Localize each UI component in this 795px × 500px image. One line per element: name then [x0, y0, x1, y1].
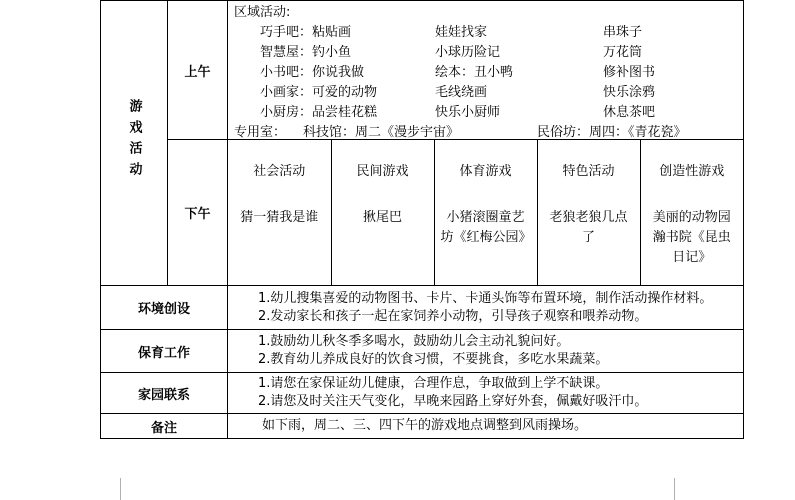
area-item: 休息茶吧	[603, 105, 656, 120]
care-line: 2.教育幼儿养成良好的饮食习惯，不要挑食，多吃水果蔬菜。	[258, 352, 609, 367]
afternoon-content	[228, 140, 744, 286]
page-corner-mark	[98, 478, 121, 500]
game-section-label	[101, 1, 168, 286]
area-item: 小厨房：品尝桂花糕	[260, 105, 378, 120]
afternoon-col-body: 小猪滚圈童艺坊《红梅公园》	[440, 210, 532, 245]
plan-table	[100, 0, 744, 439]
environment-line: 2.发动家长和孩子一起在家饲养小动物，引导孩子观察和喂养动物。	[258, 308, 648, 324]
afternoon-col-body: 猜一猜我是谁	[240, 210, 319, 225]
area-item: 智慧屋：钓小鱼	[260, 45, 352, 60]
environment-line: 1.幼儿搜集喜爱的动物图书、卡片、卡通头饰等布置环境，制作活动操作材料。	[258, 290, 713, 306]
afternoon-col-body: 老狼老狼几点了	[549, 210, 628, 245]
home-contact-line: 1.请您在家保证幼儿健康，合理作息，争取做到上学不缺课。	[258, 376, 609, 391]
area-title: 区域活动:	[234, 5, 291, 20]
area-item: 巧手吧：粘贴画	[260, 25, 352, 40]
page-corner-mark	[674, 478, 697, 500]
area-item: 小球历险记	[435, 45, 501, 60]
area-item: 娃娃找家	[435, 25, 488, 40]
afternoon-col	[228, 140, 331, 285]
care-line: 1.鼓励幼儿秋冬季多喝水，鼓励幼儿会主动礼貌问好。	[258, 334, 570, 349]
afternoon-col-body: 揪尾巴	[362, 210, 402, 225]
morning-content	[228, 1, 744, 140]
care-label: 保育工作	[101, 330, 228, 373]
home-contact-line: 2.请您及时关注天气变化，早晚来园路上穿好外套，佩戴好吸汗巾。	[258, 394, 648, 409]
environment-label: 环境创设	[101, 286, 228, 330]
afternoon-col	[640, 140, 743, 285]
morning-label: 上午	[168, 1, 228, 140]
afternoon-col-head: 体育游戏	[459, 164, 512, 179]
afternoon-grid	[228, 140, 743, 285]
special-room-item: 民俗坊：周四：《青花瓷》	[537, 125, 687, 140]
care-content	[228, 330, 744, 373]
afternoon-col	[434, 140, 537, 285]
area-item: 绘本：丑小鸭	[435, 65, 514, 80]
afternoon-label: 下午	[168, 140, 228, 286]
afternoon-col-head: 创造性游戏	[659, 164, 725, 179]
notes-label: 备注	[101, 414, 228, 439]
special-room-item: 科技馆：周二《漫步宇宙》	[303, 125, 460, 140]
area-item: 小画家：可爱的动物	[260, 85, 378, 100]
area-item: 小书吧：你说我做	[260, 65, 365, 80]
afternoon-col-head: 特色活动	[562, 164, 615, 179]
afternoon-col	[331, 140, 434, 285]
afternoon-col-head: 社会活动	[253, 164, 306, 179]
area-item: 快乐涂鸦	[603, 85, 656, 100]
area-item: 串珠子	[603, 25, 643, 40]
game-label-text: 游戏活动	[126, 99, 142, 183]
afternoon-col	[537, 140, 640, 285]
area-item: 毛线绕画	[435, 85, 488, 100]
home-contact-content	[228, 373, 744, 414]
environment-content	[228, 286, 744, 330]
area-item: 修补图书	[603, 65, 656, 80]
afternoon-col-body: 美丽的动物园瀚书院《昆虫日记》	[652, 210, 731, 265]
notes-content: 如下雨，周二、三、四下午的游戏地点调整到风雨操场。	[228, 414, 744, 439]
afternoon-col-head: 民间游戏	[356, 164, 409, 179]
area-item: 快乐小厨师	[435, 105, 501, 120]
special-room-label: 专用室：	[234, 125, 287, 140]
home-contact-label: 家园联系	[101, 373, 228, 414]
area-item: 万花筒	[603, 45, 643, 60]
